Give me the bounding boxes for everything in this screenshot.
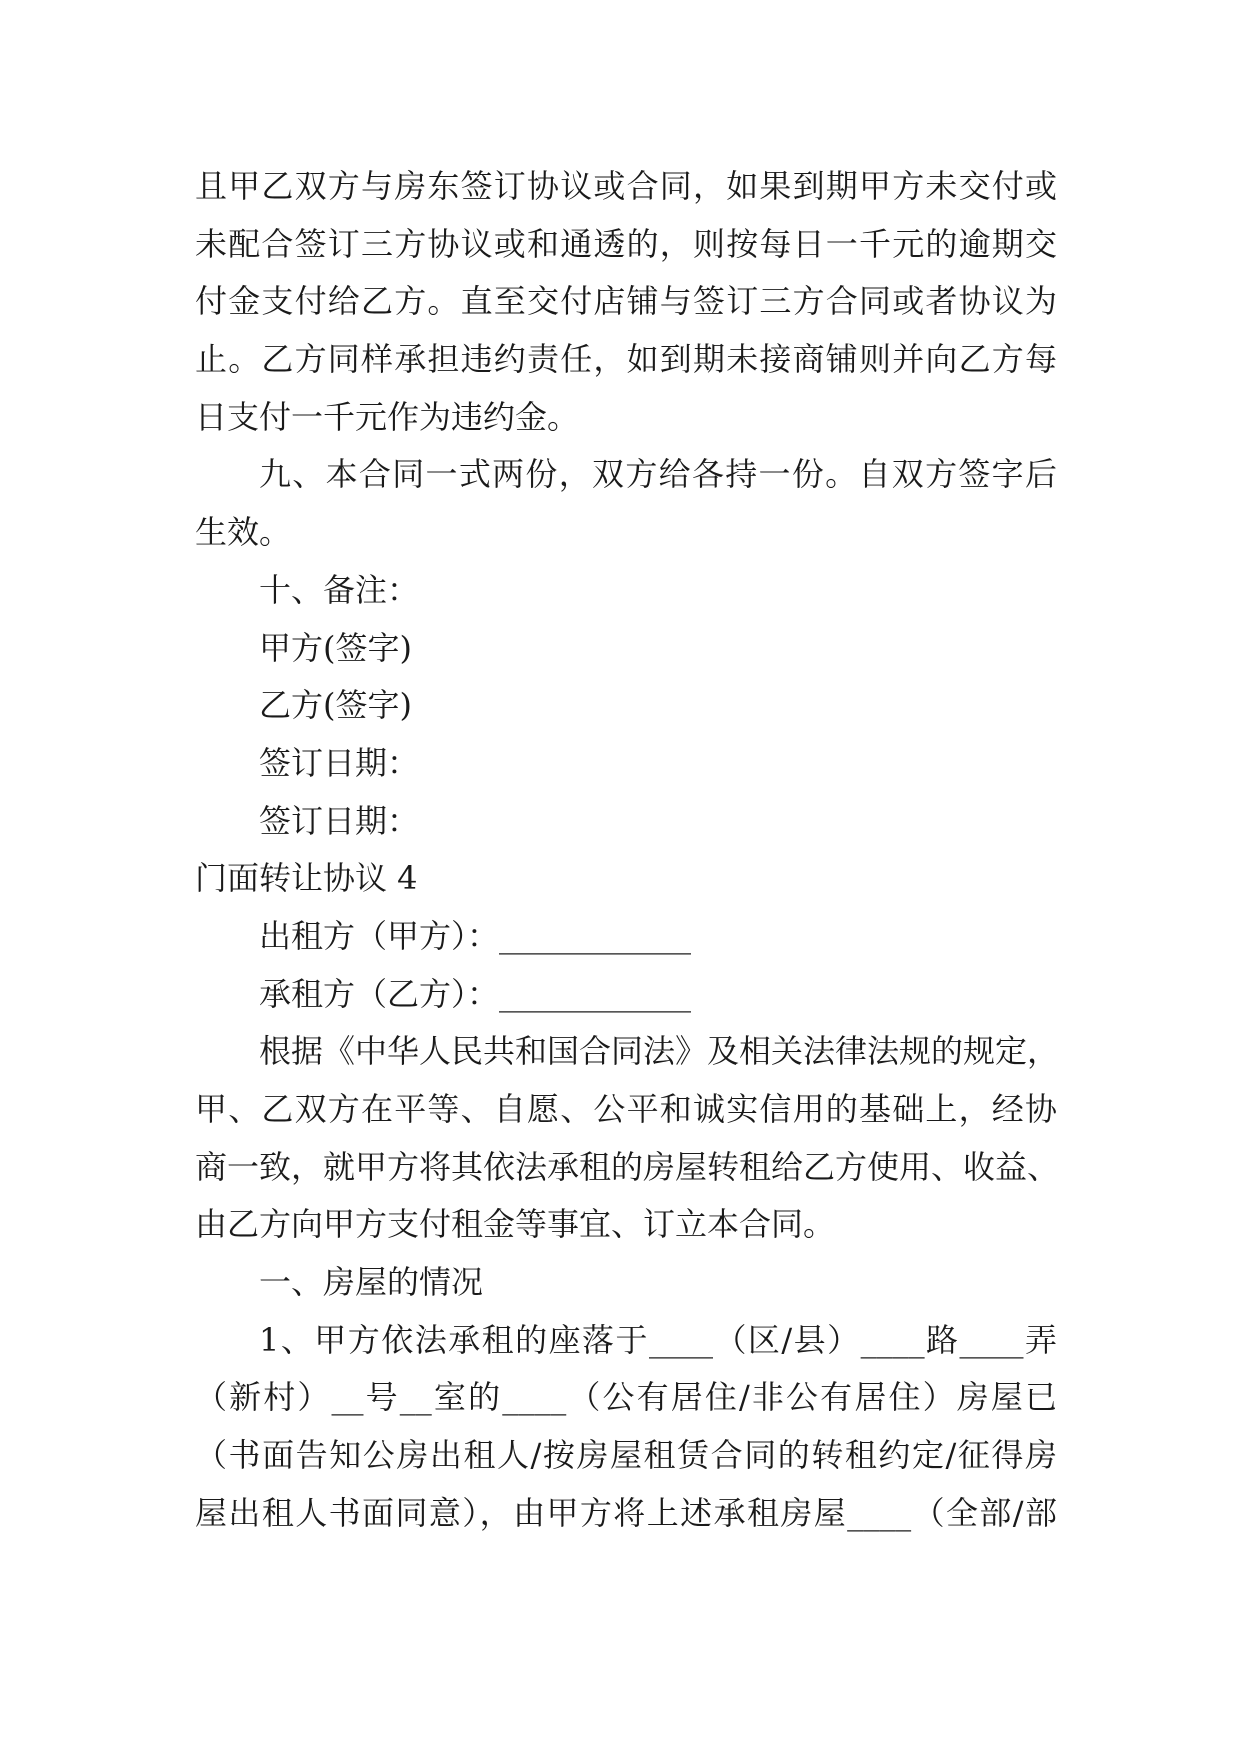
text-line: 生效。 — [195, 513, 292, 552]
text-line: 甲、乙双方在平等、自愿、公平和诚实信用的基础上，经协 — [195, 1090, 1057, 1128]
section-1-title: 一、房屋的情况 — [259, 1263, 484, 1302]
text-line: 1、甲方依法承租的座落于____（区/县）____路____弄 — [259, 1320, 1057, 1359]
paragraph-breach-liability — [195, 158, 1057, 446]
text-line: 商一致，就甲方将其依法承租的房屋转租给乙方使用、收益、 — [195, 1147, 1060, 1186]
sign-date-1: 签订日期： — [259, 743, 420, 782]
clause-10-remarks: 十、备注： — [259, 570, 420, 609]
lessee-field: 承租方（乙方）：____________ — [259, 974, 692, 1013]
preamble-paragraph — [195, 1023, 1060, 1254]
text-line: 未配合签订三方协议或和通透的，则按每日一千元的逾期交 — [195, 224, 1057, 263]
section-title: 门面转让协议 4 — [195, 859, 418, 898]
text-line: 付金支付给乙方。直至交付店铺与签订三方合同或者协议为 — [195, 282, 1057, 321]
text-line: 根据《中华人民共和国合同法》及相关法律法规的规定， — [259, 1032, 1060, 1071]
text-line: （书面告知公房出租人/按房屋租赁合同的转租约定/征得房 — [195, 1436, 1057, 1475]
sign-date-2: 签订日期： — [259, 801, 420, 840]
document-page — [195, 158, 1060, 1543]
signature-party-b: 乙方(签字) — [259, 686, 412, 725]
item-1-paragraph — [195, 1312, 1057, 1543]
clause-9 — [195, 446, 1057, 561]
signature-party-a: 甲方(签字) — [259, 628, 412, 667]
text-line: （新村）__号__室的____（公有居住/非公有居住）房屋已 — [195, 1378, 1057, 1417]
text-line: 九、本合同一式两份，双方给各持一份。自双方签字后 — [259, 455, 1057, 494]
text-line: 且甲乙双方与房东签订协议或合同，如果到期甲方未交付或 — [195, 167, 1057, 205]
text-line: 由乙方向甲方支付租金等事宜、订立本合同。 — [195, 1205, 836, 1244]
text-line: 日支付一千元作为违约金。 — [195, 397, 580, 436]
text-line: 止。乙方同样承担违约责任，如到期未接商铺则并向乙方每 — [195, 340, 1057, 379]
lessor-field: 出租方（甲方）：____________ — [259, 916, 692, 955]
text-line: 屋出租人书面同意），由甲方将上述承租房屋____（全部/部 — [195, 1493, 1057, 1532]
